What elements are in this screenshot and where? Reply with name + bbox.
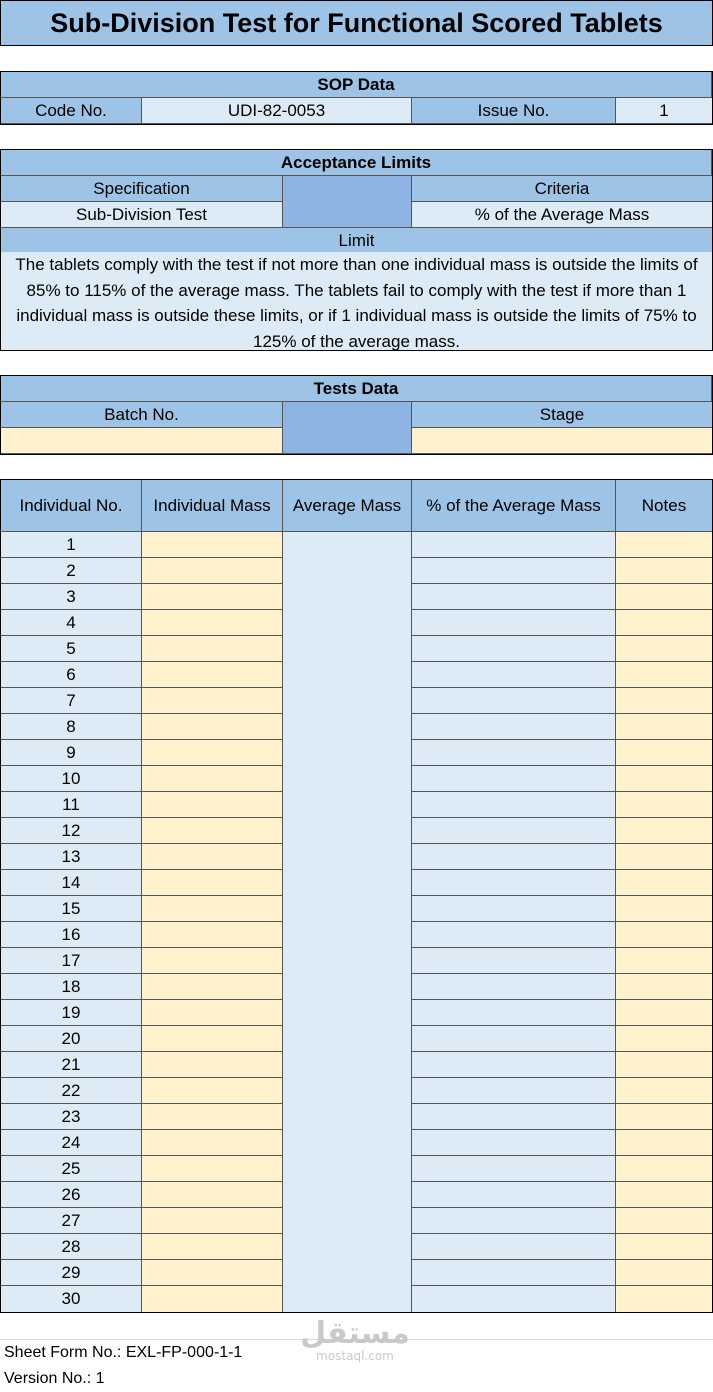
individual-no-cell: 13 [1,844,142,870]
percent-average-mass-cell[interactable] [412,792,616,818]
individual-no-cell: 22 [1,1078,142,1104]
sheet-form-number: Sheet Form No.: EXL-FP-000-1-1 [4,1344,243,1361]
logo-main-text: مستقل [300,1316,410,1351]
individual-mass-input[interactable] [142,1052,283,1078]
notes-input[interactable] [616,1130,712,1156]
notes-input[interactable] [616,1052,712,1078]
individual-mass-input[interactable] [142,844,283,870]
notes-input[interactable] [616,1260,712,1286]
notes-input[interactable] [616,1182,712,1208]
column-header-percent-average-mass: % of the Average Mass [412,480,616,532]
individual-mass-input[interactable] [142,922,283,948]
limit-description: The tablets comply with the test if not more than one individual mass is outside the limits of 85% to 115% of the average mass. The tablets fail to comply with the test if more than 1 individual mass is outside these limits, or if 1 individual mass is outside the limits of 75% to 125% of the average mass. [1,252,712,350]
individual-mass-input[interactable] [142,662,283,688]
individual-no-cell: 24 [1,1130,142,1156]
notes-input[interactable] [616,1026,712,1052]
notes-input[interactable] [616,662,712,688]
individual-no-cell: 16 [1,922,142,948]
logo-sub-text: mostaql.com [316,1349,394,1363]
individual-no-cell: 26 [1,1182,142,1208]
individual-no-cell: 18 [1,974,142,1000]
notes-input[interactable] [616,610,712,636]
individual-no-cell: 25 [1,1156,142,1182]
percent-average-mass-cell[interactable] [412,922,616,948]
individual-no-cell: 6 [1,662,142,688]
individual-mass-input[interactable] [142,1260,283,1286]
notes-input[interactable] [616,558,712,584]
notes-input[interactable] [616,1000,712,1026]
individual-no-cell: 27 [1,1208,142,1234]
notes-input[interactable] [616,818,712,844]
notes-input[interactable] [616,714,712,740]
individual-no-cell: 5 [1,636,142,662]
percent-average-mass-cell[interactable] [412,714,616,740]
individual-no-cell: 30 [1,1286,142,1312]
individual-mass-input[interactable] [142,1078,283,1104]
notes-input[interactable] [616,948,712,974]
individual-mass-input[interactable] [142,532,283,558]
percent-average-mass-cell[interactable] [412,740,616,766]
percent-average-mass-cell[interactable] [412,766,616,792]
percent-average-mass-cell[interactable] [412,1182,616,1208]
percent-average-mass-cell[interactable] [412,974,616,1000]
notes-input[interactable] [616,896,712,922]
percent-average-mass-cell[interactable] [412,1260,616,1286]
percent-average-mass-cell[interactable] [412,532,616,558]
individual-mass-input[interactable] [142,974,283,1000]
page-title: Sub-Division Test for Functional Scored Tablets [1,1,712,45]
notes-input[interactable] [616,740,712,766]
code-value[interactable]: UDI-82-0053 [142,98,412,124]
percent-average-mass-cell[interactable] [412,1234,616,1260]
individual-mass-input[interactable] [142,870,283,896]
percent-average-mass-cell[interactable] [412,870,616,896]
criteria-value[interactable]: % of the Average Mass [412,202,712,228]
issue-value[interactable]: 1 [616,98,712,124]
limit-label: Limit [1,228,712,254]
column-header-average-mass: Average Mass [283,480,412,532]
percent-average-mass-cell[interactable] [412,896,616,922]
individual-mass-input[interactable] [142,1234,283,1260]
percent-average-mass-cell[interactable] [412,584,616,610]
percent-average-mass-cell[interactable] [412,558,616,584]
individual-no-cell: 17 [1,948,142,974]
percent-average-mass-cell[interactable] [412,1052,616,1078]
batch-label: Batch No. [1,402,283,428]
average-mass-cell[interactable] [283,532,412,1312]
criteria-label: Criteria [412,176,712,202]
individual-mass-input[interactable] [142,766,283,792]
tests-data-header: Tests Data [1,376,712,402]
issue-label: Issue No. [412,98,616,124]
percent-average-mass-cell[interactable] [412,1078,616,1104]
notes-input[interactable] [616,792,712,818]
individual-no-cell: 23 [1,1104,142,1130]
notes-input[interactable] [616,636,712,662]
code-label: Code No. [1,98,142,124]
percent-average-mass-cell[interactable] [412,1026,616,1052]
individual-no-cell: 14 [1,870,142,896]
individual-mass-input[interactable] [142,948,283,974]
individual-no-cell: 1 [1,532,142,558]
notes-input[interactable] [616,688,712,714]
percent-average-mass-cell[interactable] [412,636,616,662]
individual-no-cell: 9 [1,740,142,766]
individual-mass-input[interactable] [142,740,283,766]
individual-no-cell: 2 [1,558,142,584]
notes-input[interactable] [616,1078,712,1104]
individual-no-cell: 15 [1,896,142,922]
individual-mass-input[interactable] [142,1000,283,1026]
column-header-individual-mass: Individual Mass [142,480,283,532]
individual-no-cell: 4 [1,610,142,636]
column-header-individual-no: Individual No. [1,480,142,532]
individual-no-cell: 11 [1,792,142,818]
individual-mass-input[interactable] [142,558,283,584]
specification-value[interactable]: Sub-Division Test [1,202,283,228]
sop-data-header: SOP Data [1,72,712,98]
individual-mass-input[interactable] [142,1104,283,1130]
notes-input[interactable] [616,1104,712,1130]
individual-no-cell: 10 [1,766,142,792]
percent-average-mass-cell[interactable] [412,1208,616,1234]
percent-average-mass-cell[interactable] [412,1156,616,1182]
notes-input[interactable] [616,1234,712,1260]
column-header-notes: Notes [616,480,712,532]
percent-average-mass-cell[interactable] [412,662,616,688]
tests-spacer [283,402,412,454]
notes-input[interactable] [616,532,712,558]
individual-mass-input[interactable] [142,610,283,636]
individual-mass-input[interactable] [142,688,283,714]
percent-average-mass-cell[interactable] [412,1286,616,1312]
individual-mass-input[interactable] [142,1026,283,1052]
percent-average-mass-cell[interactable] [412,818,616,844]
notes-input[interactable] [616,870,712,896]
individual-mass-input[interactable] [142,1286,283,1312]
individual-mass-input[interactable] [142,1208,283,1234]
individual-no-cell: 8 [1,714,142,740]
individual-no-cell: 19 [1,1000,142,1026]
percent-average-mass-cell[interactable] [412,1104,616,1130]
percent-average-mass-cell[interactable] [412,1000,616,1026]
notes-input[interactable] [616,844,712,870]
notes-input[interactable] [616,766,712,792]
individual-mass-input[interactable] [142,1156,283,1182]
individual-mass-input[interactable] [142,896,283,922]
stage-input[interactable] [412,428,712,454]
version-number: Version No.: 1 [4,1370,105,1387]
individual-no-cell: 29 [1,1260,142,1286]
individual-mass-input[interactable] [142,792,283,818]
notes-input[interactable] [616,922,712,948]
percent-average-mass-cell[interactable] [412,948,616,974]
individual-mass-input[interactable] [142,1130,283,1156]
individual-no-cell: 20 [1,1026,142,1052]
individual-no-cell: 7 [1,688,142,714]
individual-mass-input[interactable] [142,714,283,740]
percent-average-mass-cell[interactable] [412,610,616,636]
notes-input[interactable] [616,1208,712,1234]
notes-input[interactable] [616,974,712,1000]
individual-mass-input[interactable] [142,818,283,844]
individual-no-cell: 3 [1,584,142,610]
percent-average-mass-cell[interactable] [412,688,616,714]
individual-mass-input[interactable] [142,584,283,610]
batch-input[interactable] [1,428,283,454]
individual-no-cell: 28 [1,1234,142,1260]
percent-average-mass-cell[interactable] [412,1130,616,1156]
individual-no-cell: 21 [1,1052,142,1078]
acceptance-header: Acceptance Limits [1,150,712,176]
notes-input[interactable] [616,1156,712,1182]
individual-mass-input[interactable] [142,636,283,662]
stage-label: Stage [412,402,712,428]
individual-mass-input[interactable] [142,1182,283,1208]
mostaql-logo [300,1318,410,1362]
notes-input[interactable] [616,584,712,610]
notes-input[interactable] [616,1286,712,1312]
specification-label: Specification [1,176,283,202]
acceptance-spacer [283,176,412,228]
individual-no-cell: 12 [1,818,142,844]
percent-average-mass-cell[interactable] [412,844,616,870]
